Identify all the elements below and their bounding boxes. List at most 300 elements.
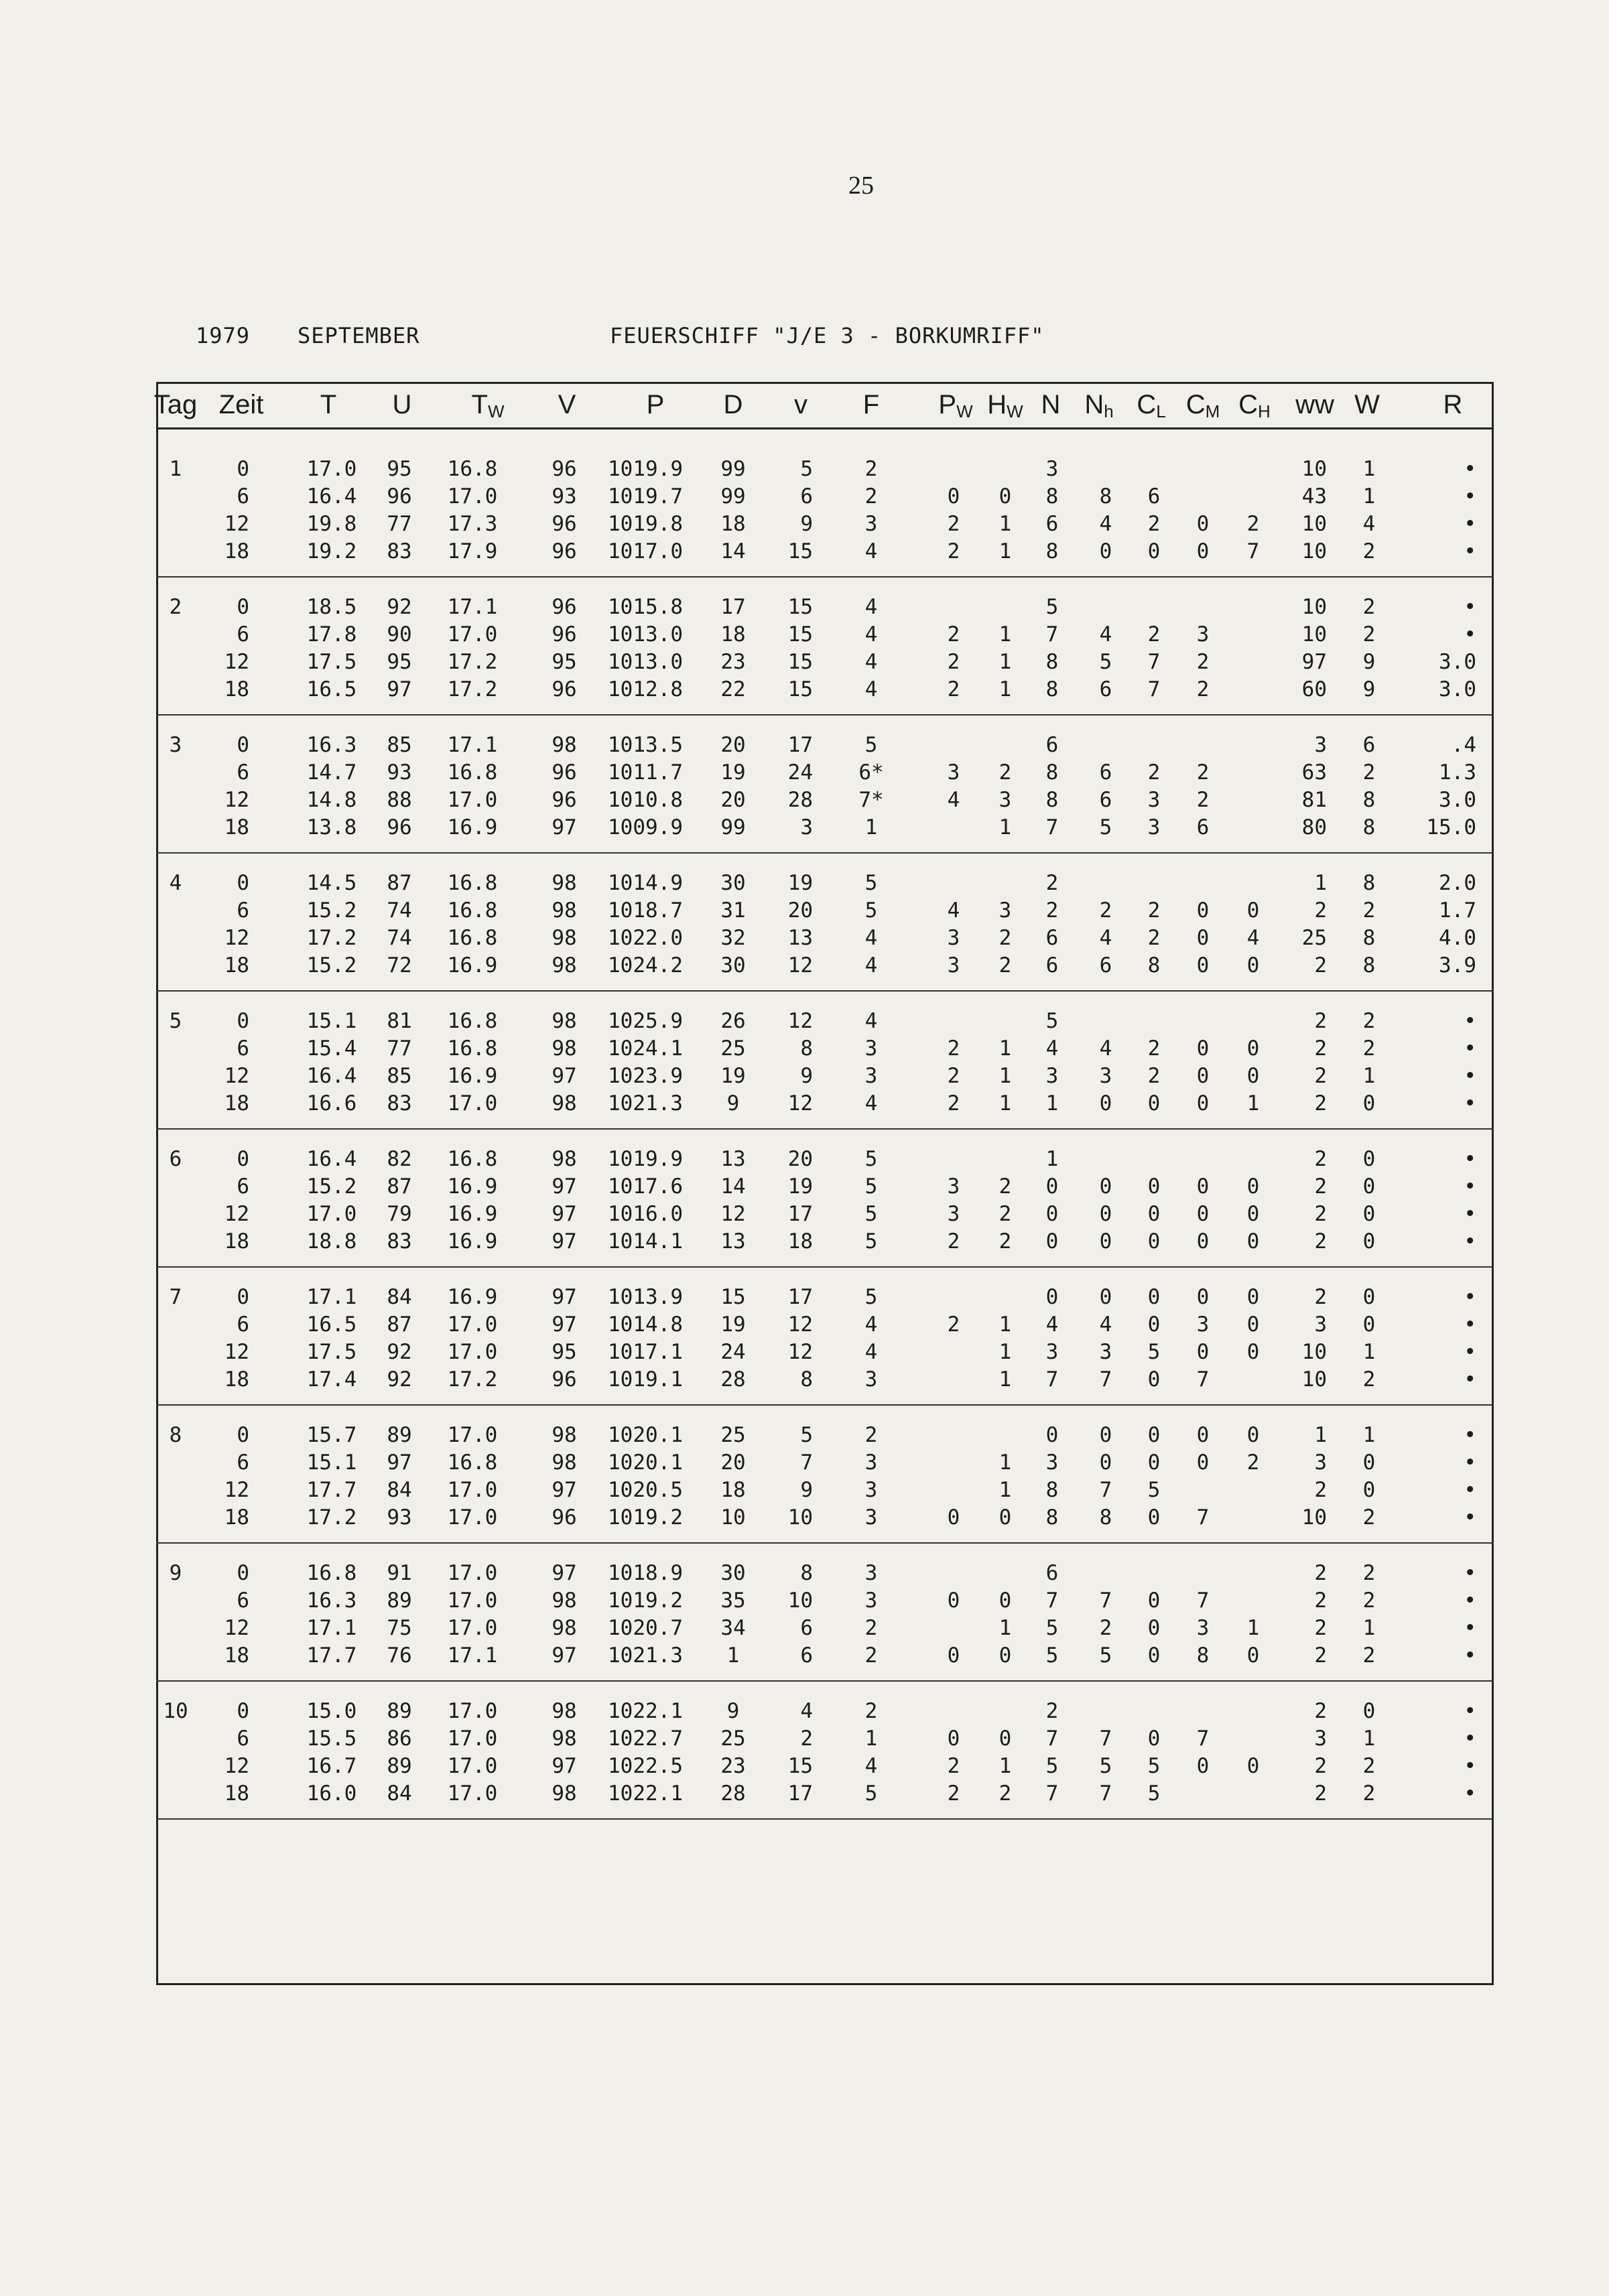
cell-rr: • — [1464, 1147, 1476, 1171]
cell-f: 4 — [864, 622, 878, 647]
cell-cm: 0 — [1196, 1229, 1210, 1254]
cell-ww: 2 — [1314, 1009, 1327, 1033]
cell-d: 22 — [720, 677, 746, 701]
cell-u: 83 — [387, 1229, 412, 1254]
cell-p: 1014.9 — [608, 871, 683, 895]
cell-v: 96 — [552, 595, 577, 619]
cell-f: 1 — [864, 815, 878, 839]
cell-tw: 17.0 — [447, 1699, 498, 1723]
cell-w: 8 — [1362, 953, 1376, 977]
cell-cm: 0 — [1196, 898, 1210, 923]
header-hw — [987, 390, 1023, 422]
cell-zeit: 12 — [224, 1616, 249, 1640]
cell-n: 7 — [1045, 1589, 1059, 1613]
cell-d: 25 — [720, 1727, 746, 1751]
cell-w: 1 — [1362, 1423, 1376, 1447]
cell-u: 93 — [387, 1505, 412, 1530]
header-label: P — [938, 390, 957, 419]
header-label: T — [320, 390, 337, 419]
cell-zeit: 12 — [224, 788, 249, 812]
cell-ww: 80 — [1301, 815, 1327, 839]
cell-zeit: 18 — [224, 1229, 249, 1254]
cell-zeit: 12 — [224, 1478, 249, 1502]
cell-f: 6* — [858, 760, 884, 785]
cell-v: 96 — [552, 622, 577, 647]
cell-cl: 0 — [1147, 1174, 1161, 1199]
cell-rr: • — [1464, 1036, 1476, 1061]
cell-t: 16.7 — [306, 1754, 357, 1778]
cell-nh: 5 — [1099, 650, 1112, 674]
cell-p: 1022.0 — [608, 926, 683, 950]
cell-n: 8 — [1045, 1478, 1059, 1502]
day-label: 8 — [169, 1423, 182, 1447]
cell-tw: 17.0 — [447, 1589, 498, 1613]
cell-vw: 9 — [800, 1064, 813, 1088]
cell-vw: 10 — [787, 1589, 813, 1613]
cell-v: 98 — [552, 898, 577, 923]
cell-hw: 2 — [999, 926, 1012, 950]
cell-v: 97 — [552, 1561, 577, 1585]
cell-cl: 0 — [1147, 1727, 1161, 1751]
cell-tw: 17.0 — [447, 1727, 498, 1751]
cell-ch: 0 — [1246, 898, 1260, 923]
cell-p: 1019.7 — [608, 484, 683, 509]
header-subscript: L — [1156, 401, 1166, 421]
header-label: V — [558, 390, 576, 419]
cell-vw: 15 — [787, 539, 813, 563]
day-label: 2 — [169, 595, 182, 619]
cell-ww: 3 — [1314, 1450, 1327, 1475]
cell-tw: 16.8 — [447, 926, 498, 950]
cell-n: 1 — [1045, 1147, 1059, 1171]
header-label: U — [392, 390, 412, 419]
cell-hw: 1 — [999, 1754, 1012, 1778]
cell-w: 2 — [1362, 1781, 1376, 1806]
cell-ww: 2 — [1314, 1561, 1327, 1585]
cell-ww: 2 — [1314, 1699, 1327, 1723]
cell-cm: 7 — [1196, 1505, 1210, 1530]
cell-w: 9 — [1362, 650, 1376, 674]
cell-d: 20 — [720, 1450, 746, 1475]
cell-f: 3 — [864, 1367, 878, 1392]
cell-u: 74 — [387, 898, 412, 923]
cell-d: 14 — [720, 1174, 746, 1199]
cell-t: 16.5 — [306, 1312, 357, 1337]
cell-hw: 0 — [999, 1589, 1012, 1613]
cell-f: 2 — [864, 457, 878, 481]
cell-p: 1017.1 — [608, 1340, 683, 1364]
cell-v: 96 — [552, 760, 577, 785]
cell-d: 9 — [726, 1091, 740, 1116]
cell-f: 4 — [864, 926, 878, 950]
cell-rr: • — [1464, 1589, 1476, 1613]
cell-zeit: 12 — [224, 1340, 249, 1364]
cell-d: 10 — [720, 1505, 746, 1530]
cell-d: 18 — [720, 1478, 746, 1502]
cell-nh: 6 — [1099, 760, 1112, 785]
cell-tw: 17.0 — [447, 1312, 498, 1337]
header-label: T — [471, 390, 488, 419]
title-ship: FEUERSCHIFF "J/E 3 - BORKUMRIFF" — [610, 323, 1045, 348]
cell-nh: 4 — [1099, 1036, 1112, 1061]
cell-ww: 81 — [1301, 788, 1327, 812]
cell-ww: 2 — [1314, 1781, 1327, 1806]
header-p — [647, 390, 665, 420]
cell-w: 8 — [1362, 926, 1376, 950]
cell-rr: 1.7 — [1439, 898, 1476, 923]
cell-rr: 4.0 — [1439, 926, 1476, 950]
cell-vw: 15 — [787, 677, 813, 701]
cell-cl: 0 — [1147, 1202, 1161, 1226]
cell-vw: 19 — [787, 871, 813, 895]
cell-v: 97 — [552, 1478, 577, 1502]
cell-vw: 20 — [787, 898, 813, 923]
cell-vw: 15 — [787, 1754, 813, 1778]
cell-t: 15.4 — [306, 1036, 357, 1061]
cell-cm: 0 — [1196, 1174, 1210, 1199]
cell-ww: 3 — [1314, 1312, 1327, 1337]
cell-nh: 0 — [1099, 1450, 1112, 1475]
cell-nh: 6 — [1099, 953, 1112, 977]
cell-t: 17.8 — [306, 622, 357, 647]
cell-ch: 2 — [1246, 512, 1260, 536]
cell-p: 1022.7 — [608, 1727, 683, 1751]
cell-cl: 2 — [1147, 512, 1161, 536]
cell-rr: • — [1464, 457, 1476, 481]
cell-u: 84 — [387, 1285, 412, 1309]
cell-ww: 10 — [1301, 595, 1327, 619]
header-cl — [1137, 390, 1165, 422]
header-nh — [1084, 390, 1113, 422]
cell-w: 8 — [1362, 788, 1376, 812]
cell-pw: 2 — [947, 1229, 960, 1254]
cell-rr: • — [1464, 1727, 1476, 1751]
cell-vw: 20 — [787, 1147, 813, 1171]
cell-p: 1019.8 — [608, 512, 683, 536]
cell-zeit: 6 — [237, 1312, 249, 1337]
cell-t: 16.4 — [306, 1147, 357, 1171]
header-subscript: W — [487, 401, 505, 421]
cell-d: 19 — [720, 760, 746, 785]
cell-zeit: 12 — [224, 650, 249, 674]
cell-u: 92 — [387, 1367, 412, 1392]
cell-ch: 4 — [1246, 926, 1260, 950]
cell-pw: 2 — [947, 539, 960, 563]
cell-tw: 17.1 — [447, 595, 498, 619]
cell-f: 5 — [864, 1285, 878, 1309]
cell-cm: 0 — [1196, 1036, 1210, 1061]
cell-d: 14 — [720, 539, 746, 563]
cell-f: 4 — [864, 677, 878, 701]
cell-nh: 8 — [1099, 484, 1112, 509]
cell-f: 3 — [864, 1450, 878, 1475]
cell-n: 3 — [1045, 1340, 1059, 1364]
cell-d: 30 — [720, 953, 746, 977]
cell-ww: 2 — [1314, 1036, 1327, 1061]
cell-ww: 2 — [1314, 1174, 1327, 1199]
cell-u: 93 — [387, 760, 412, 785]
cell-hw: 0 — [999, 1727, 1012, 1751]
cell-cl: 0 — [1147, 1505, 1161, 1530]
cell-d: 24 — [720, 1340, 746, 1364]
cell-d: 25 — [720, 1423, 746, 1447]
cell-rr: • — [1464, 1616, 1476, 1640]
cell-rr: 1.3 — [1439, 760, 1476, 785]
cell-cm: 2 — [1196, 677, 1210, 701]
cell-zeit: 6 — [237, 1450, 249, 1475]
cell-hw: 2 — [999, 760, 1012, 785]
cell-tw: 17.0 — [447, 1754, 498, 1778]
cell-n: 6 — [1045, 926, 1059, 950]
cell-ww: 2 — [1314, 1091, 1327, 1116]
cell-w: 0 — [1362, 1174, 1376, 1199]
cell-n: 0 — [1045, 1229, 1059, 1254]
cell-u: 95 — [387, 650, 412, 674]
cell-zeit: 18 — [224, 1367, 249, 1392]
cell-nh: 4 — [1099, 1312, 1112, 1337]
cell-tw: 16.9 — [447, 1064, 498, 1088]
cell-f: 2 — [864, 484, 878, 509]
cell-f: 3 — [864, 1064, 878, 1088]
cell-n: 4 — [1045, 1036, 1059, 1061]
cell-ww: 10 — [1301, 512, 1327, 536]
cell-vw: 19 — [787, 1174, 813, 1199]
cell-vw: 12 — [787, 1340, 813, 1364]
cell-rr: 2.0 — [1439, 871, 1476, 895]
cell-u: 96 — [387, 815, 412, 839]
cell-cl: 7 — [1147, 677, 1161, 701]
cell-w: 2 — [1362, 1505, 1376, 1530]
cell-v: 97 — [552, 1229, 577, 1254]
cell-t: 17.7 — [306, 1643, 357, 1668]
cell-v: 98 — [552, 1781, 577, 1806]
cell-tw: 16.9 — [447, 815, 498, 839]
cell-tw: 16.8 — [447, 457, 498, 481]
cell-n: 4 — [1045, 1312, 1059, 1337]
cell-vw: 12 — [787, 953, 813, 977]
cell-nh: 5 — [1099, 815, 1112, 839]
cell-nh: 7 — [1099, 1589, 1112, 1613]
cell-zeit: 6 — [237, 760, 249, 785]
day-separator — [156, 1818, 1494, 1820]
cell-f: 5 — [864, 898, 878, 923]
cell-w: 0 — [1362, 1229, 1376, 1254]
cell-ch: 0 — [1246, 1036, 1260, 1061]
cell-pw: 3 — [947, 1174, 960, 1199]
cell-ww: 97 — [1301, 650, 1327, 674]
cell-n: 8 — [1045, 1505, 1059, 1530]
cell-vw: 8 — [800, 1367, 813, 1392]
header-label: H — [987, 390, 1007, 419]
cell-f: 5 — [864, 1174, 878, 1199]
cell-ww: 3 — [1314, 733, 1327, 757]
cell-cm: 0 — [1196, 1202, 1210, 1226]
cell-f: 3 — [864, 512, 878, 536]
cell-cm: 2 — [1196, 760, 1210, 785]
header-label: W — [1354, 390, 1380, 419]
cell-ch: 0 — [1246, 1064, 1260, 1088]
cell-zeit: 12 — [224, 1064, 249, 1088]
cell-zeit: 12 — [224, 1202, 249, 1226]
cell-hw: 1 — [999, 677, 1012, 701]
cell-w: 2 — [1362, 760, 1376, 785]
cell-rr: • — [1464, 1285, 1476, 1309]
cell-rr: 3.0 — [1439, 677, 1476, 701]
header-zeit — [219, 390, 264, 420]
cell-f: 1 — [864, 1727, 878, 1751]
cell-f: 5 — [864, 1202, 878, 1226]
day-label: 3 — [169, 733, 182, 757]
cell-f: 3 — [864, 1478, 878, 1502]
cell-v: 98 — [552, 1423, 577, 1447]
cell-pw: 0 — [947, 1589, 960, 1613]
cell-v: 97 — [552, 1064, 577, 1088]
cell-nh: 0 — [1099, 1202, 1112, 1226]
cell-ww: 10 — [1301, 1367, 1327, 1392]
header-vw — [794, 390, 808, 420]
cell-tw: 16.8 — [447, 1036, 498, 1061]
cell-cm: 7 — [1196, 1727, 1210, 1751]
cell-vw: 3 — [800, 815, 813, 839]
cell-p: 1018.9 — [608, 1561, 683, 1585]
cell-pw: 2 — [947, 1064, 960, 1088]
cell-rr: • — [1464, 1009, 1476, 1033]
cell-n: 7 — [1045, 1781, 1059, 1806]
cell-ww: 2 — [1314, 1643, 1327, 1668]
cell-zeit: 6 — [237, 898, 249, 923]
cell-t: 17.5 — [306, 1340, 357, 1364]
cell-cm: 0 — [1196, 1754, 1210, 1778]
cell-ch: 0 — [1246, 1340, 1260, 1364]
cell-u: 88 — [387, 788, 412, 812]
cell-cm: 3 — [1196, 1312, 1210, 1337]
cell-hw: 1 — [999, 1036, 1012, 1061]
cell-p: 1013.9 — [608, 1285, 683, 1309]
cell-d: 99 — [720, 457, 746, 481]
cell-vw: 17 — [787, 1285, 813, 1309]
cell-rr: • — [1464, 1423, 1476, 1447]
day-separator — [156, 990, 1494, 992]
day-label: 5 — [169, 1009, 182, 1033]
cell-t: 16.4 — [306, 1064, 357, 1088]
cell-u: 76 — [387, 1643, 412, 1668]
cell-zeit: 0 — [237, 1699, 249, 1723]
cell-vw: 17 — [787, 1781, 813, 1806]
cell-v: 98 — [552, 1589, 577, 1613]
cell-v: 97 — [552, 1202, 577, 1226]
cell-u: 89 — [387, 1589, 412, 1613]
cell-f: 4 — [864, 1091, 878, 1116]
header-label: Tag — [153, 390, 198, 419]
cell-vw: 5 — [800, 457, 813, 481]
cell-t: 17.4 — [306, 1367, 357, 1392]
cell-ch: 1 — [1246, 1616, 1260, 1640]
header-label: C — [1238, 390, 1259, 419]
cell-vw: 6 — [800, 1643, 813, 1668]
cell-vw: 12 — [787, 1312, 813, 1337]
cell-nh: 7 — [1099, 1367, 1112, 1392]
cell-p: 1011.7 — [608, 760, 683, 785]
cell-f: 5 — [864, 1781, 878, 1806]
cell-zeit: 6 — [237, 622, 249, 647]
cell-v: 96 — [552, 788, 577, 812]
cell-n: 3 — [1045, 1450, 1059, 1475]
cell-hw: 2 — [999, 953, 1012, 977]
cell-u: 89 — [387, 1423, 412, 1447]
day-separator — [156, 714, 1494, 716]
cell-cl: 0 — [1147, 1589, 1161, 1613]
cell-w: 0 — [1362, 1202, 1376, 1226]
cell-t: 17.2 — [306, 1505, 357, 1530]
cell-nh: 8 — [1099, 1505, 1112, 1530]
cell-cm: 0 — [1196, 1450, 1210, 1475]
cell-p: 1013.0 — [608, 622, 683, 647]
header-label: C — [1185, 390, 1206, 419]
cell-n: 8 — [1045, 650, 1059, 674]
cell-vw: 15 — [787, 622, 813, 647]
cell-v: 97 — [552, 1643, 577, 1668]
cell-pw: 2 — [947, 677, 960, 701]
header-t — [320, 390, 336, 420]
cell-tw: 17.0 — [447, 1505, 498, 1530]
cell-hw: 1 — [999, 1091, 1012, 1116]
cell-v: 95 — [552, 650, 577, 674]
cell-nh: 2 — [1099, 898, 1112, 923]
cell-n: 6 — [1045, 1561, 1059, 1585]
cell-u: 85 — [387, 733, 412, 757]
cell-t: 19.2 — [306, 539, 357, 563]
cell-hw: 0 — [999, 484, 1012, 509]
cell-p: 1019.9 — [608, 1147, 683, 1171]
cell-cm: 3 — [1196, 622, 1210, 647]
cell-nh: 3 — [1099, 1064, 1112, 1088]
cell-f: 2 — [864, 1423, 878, 1447]
cell-t: 15.1 — [306, 1450, 357, 1475]
day-separator — [156, 1266, 1494, 1268]
cell-f: 3 — [864, 1505, 878, 1530]
cell-p: 1020.7 — [608, 1616, 683, 1640]
cell-v: 93 — [552, 484, 577, 509]
day-separator — [156, 576, 1494, 578]
cell-f: 4 — [864, 650, 878, 674]
header-subscript: H — [1258, 401, 1271, 421]
cell-u: 72 — [387, 953, 412, 977]
cell-zeit: 18 — [224, 953, 249, 977]
cell-rr: • — [1464, 1174, 1476, 1199]
header-label: P — [646, 390, 665, 419]
cell-cl: 0 — [1147, 1616, 1161, 1640]
cell-pw: 4 — [947, 788, 960, 812]
cell-cm: 3 — [1196, 1616, 1210, 1640]
cell-v: 98 — [552, 1036, 577, 1061]
cell-u: 82 — [387, 1147, 412, 1171]
cell-p: 1022.1 — [608, 1699, 683, 1723]
cell-tw: 17.0 — [447, 1091, 498, 1116]
day-separator — [156, 1128, 1494, 1130]
page-number: 25 — [848, 172, 874, 200]
cell-cl: 0 — [1147, 1229, 1161, 1254]
cell-d: 18 — [720, 512, 746, 536]
cell-n: 8 — [1045, 484, 1059, 509]
cell-v: 97 — [552, 1754, 577, 1778]
cell-cm: 2 — [1196, 788, 1210, 812]
cell-hw: 1 — [999, 1340, 1012, 1364]
cell-ww: 2 — [1314, 1147, 1327, 1171]
cell-cl: 5 — [1147, 1478, 1161, 1502]
cell-p: 1021.3 — [608, 1091, 683, 1116]
cell-tw: 16.9 — [447, 1202, 498, 1226]
cell-cl: 8 — [1147, 953, 1161, 977]
